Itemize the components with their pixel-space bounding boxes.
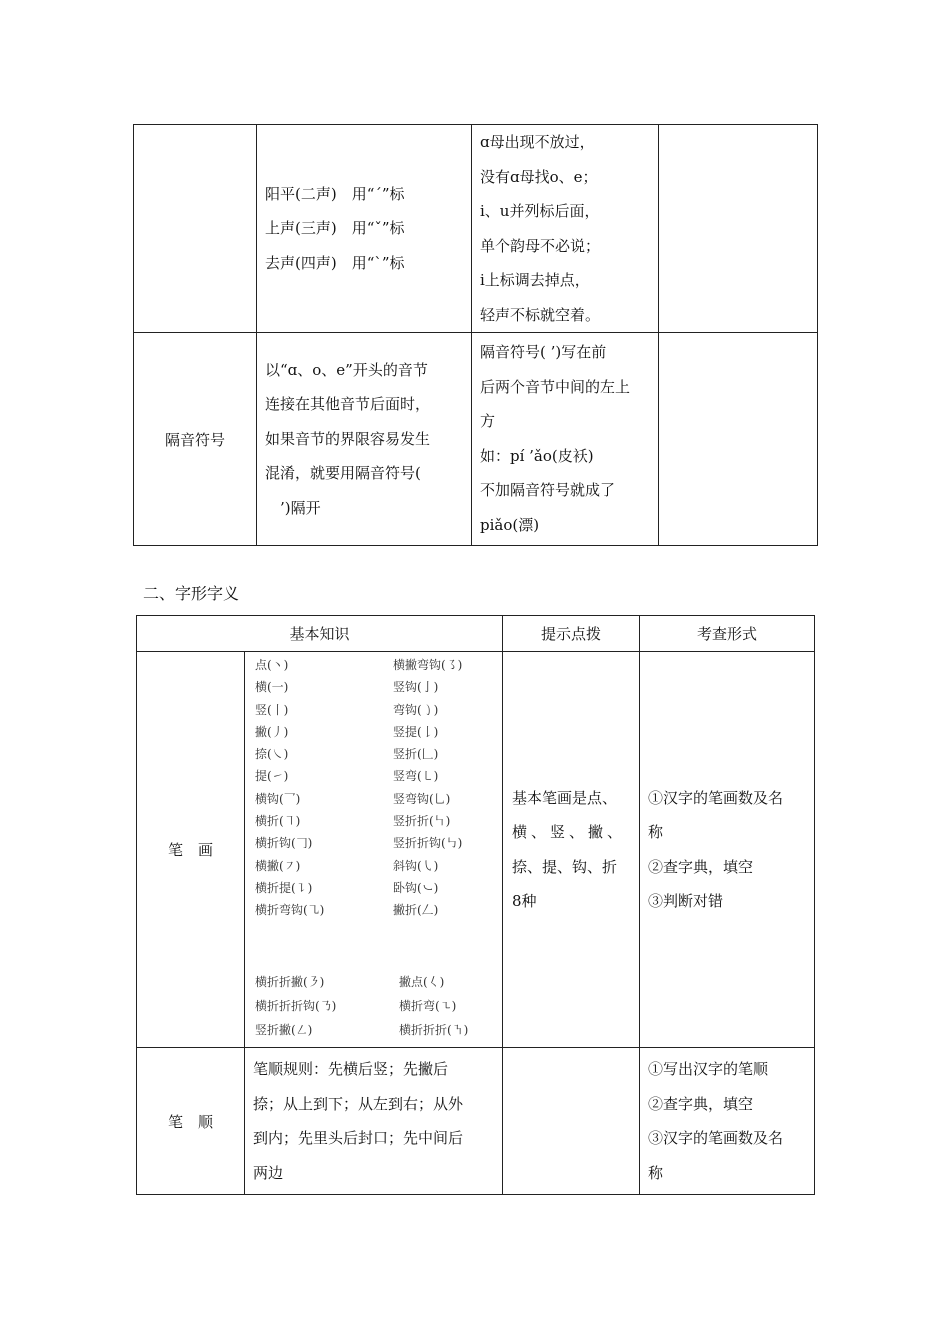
tip-line: piǎo(漂) [480, 515, 540, 534]
tip-line: 横、竖、撇、 [512, 823, 627, 841]
tip-line: 不加隔音符号就成了 [480, 481, 616, 499]
knowledge-line: 捺；从上到下；从左到右；从外 [253, 1094, 464, 1113]
empty-cell [134, 125, 257, 333]
stroke-item: 撇(丿) [255, 724, 289, 739]
stroke-item: 竖折折钩(㇉) [393, 836, 463, 851]
order-exam-cell [640, 1048, 815, 1195]
stroke-item: 竖折折(㇞) [393, 814, 451, 829]
stroke-item: 横折弯钩(㇈) [255, 903, 325, 918]
stroke-item: 横折钩(𠃌) [255, 836, 313, 851]
rhyme-line: ɑ母出现不放过， [480, 133, 595, 151]
knowledge-line: ’)隔开 [265, 498, 321, 517]
stroke-item: 横折折折钩(㇡) [255, 998, 337, 1013]
tone-line: 去声(四声) 用“ˋ”标 [265, 253, 405, 272]
exam-line: ③判断对错 [648, 892, 724, 910]
tip-line: 后两个音节中间的左上 [480, 377, 631, 396]
glyph-knowledge-table [136, 615, 815, 1195]
order-knowledge-cell [245, 1048, 503, 1195]
tone-line: 上声(三声) 用“ˇ”标 [265, 219, 405, 238]
order-label-cell: 笔 顺 [137, 1048, 245, 1195]
stroke-item: 斜钩(㇂) [393, 858, 439, 873]
strokes-exam-cell [640, 652, 815, 1048]
table-row [137, 652, 815, 1048]
rhyme-line: 没有ɑ母找o、e； [480, 167, 598, 186]
stroke-item: 竖提(𠄌) [393, 724, 439, 739]
stroke-item: 横折(㇕) [255, 814, 301, 829]
table-row [137, 1048, 815, 1195]
tip-line: 8种 [512, 892, 537, 910]
tip-line: 捺、提、钩、折 [512, 857, 618, 876]
stroke-item: 撇折(𠃋) [393, 903, 439, 918]
knowledge-line: 笔顺规则：先横后竖；先撇后 [253, 1060, 449, 1078]
strokes-list-cell [245, 652, 503, 1048]
table-row [134, 333, 818, 546]
stroke-item: 竖(丨) [255, 702, 289, 717]
empty-cell [659, 333, 818, 546]
tone-rhyme-cell [472, 125, 659, 333]
section-title: 二、字形字义 [143, 584, 240, 603]
strokes-left-col [255, 654, 393, 922]
stroke-item: 横折折折(㇎) [399, 1022, 469, 1037]
tone-rules-table [133, 124, 818, 546]
tone-marks-cell [257, 125, 472, 333]
exam-line: ①汉字的笔画数及名 [648, 788, 784, 807]
exam-line: 称 [648, 1163, 664, 1182]
stroke-item: 竖弯钩(乚) [393, 791, 451, 806]
empty-cell [659, 125, 818, 333]
stroke-item: 竖弯(㇄) [393, 769, 439, 784]
stroke-item: 横折折撇(㇋) [255, 974, 325, 989]
tip-line: 基本笔画是点、 [512, 788, 618, 807]
strokes-right-col [393, 654, 462, 922]
knowledge-line: 到内；先里头后封口；先中间后 [253, 1129, 464, 1147]
separator-knowledge-cell [257, 333, 472, 546]
tip-line: 隔音符号( ’)写在前 [480, 343, 607, 361]
stroke-item: 横(一) [255, 680, 289, 695]
stroke-item: 提(㇀) [255, 769, 289, 784]
separator-tip-cell [472, 333, 659, 546]
knowledge-line: 混淆，就要用隔音符号( [265, 464, 421, 483]
stroke-item: 横折提(㇊) [255, 880, 313, 895]
stroke-item: 横撇弯钩(㇌) [393, 658, 463, 672]
strokes-extra-left-col [255, 970, 399, 1042]
exam-line: ②查字典，填空 [648, 857, 754, 876]
header-knowledge: 基本知识 [137, 616, 503, 652]
tip-line: 如：pí ’ǎo(皮袄) [480, 446, 594, 465]
stroke-item: 横钩(乛) [255, 791, 301, 806]
stroke-item: 弯钩(㇁) [393, 702, 439, 717]
stroke-item: 卧钩(㇃) [393, 880, 439, 895]
stroke-item: 点(丶) [255, 658, 289, 672]
stroke-item: 撇点(𡿨) [399, 974, 445, 989]
exam-line: ③汉字的笔画数及名 [648, 1129, 784, 1147]
stroke-item: 竖折(𠃊) [393, 747, 439, 762]
rhyme-line: 轻声不标就空着。 [480, 305, 601, 324]
strokes-tip-cell [503, 652, 640, 1048]
table-header-row [137, 616, 815, 652]
stroke-item: 竖钩(亅) [393, 680, 439, 695]
knowledge-line: 两边 [253, 1163, 284, 1182]
stroke-item: 捺(㇏) [255, 747, 289, 762]
stroke-item: 横撇(㇇) [255, 858, 301, 873]
rhyme-line: 单个韵母不必说； [480, 236, 601, 255]
knowledge-line: 连接在其他音节后面时， [265, 395, 431, 414]
separator-label-cell: 隔音符号 [134, 333, 257, 546]
table-row [134, 125, 818, 333]
order-tip-cell [503, 1048, 640, 1195]
exam-line: ①写出汉字的笔顺 [648, 1060, 769, 1078]
tip-line: 方 [480, 412, 496, 430]
stroke-item: 竖折撇(㇜) [255, 1022, 313, 1037]
tone-line: 阳平(二声) 用“ˊ”标 [265, 184, 405, 203]
stroke-item: 横折弯(㇍) [399, 998, 457, 1013]
strokes-label-cell: 笔 画 [137, 652, 245, 1048]
header-exam: 考查形式 [640, 616, 815, 652]
knowledge-line: 以“ɑ、o、e”开头的音节 [265, 360, 428, 379]
rhyme-line: i上标调去掉点， [480, 271, 590, 289]
strokes-extra-right-col [399, 970, 468, 1042]
exam-line: 称 [648, 823, 664, 841]
rhyme-line: i、u并列标后面， [480, 202, 600, 220]
knowledge-line: 如果音节的界限容易发生 [265, 429, 431, 448]
exam-line: ②查字典，填空 [648, 1094, 754, 1113]
header-tips: 提示点拨 [503, 616, 640, 652]
